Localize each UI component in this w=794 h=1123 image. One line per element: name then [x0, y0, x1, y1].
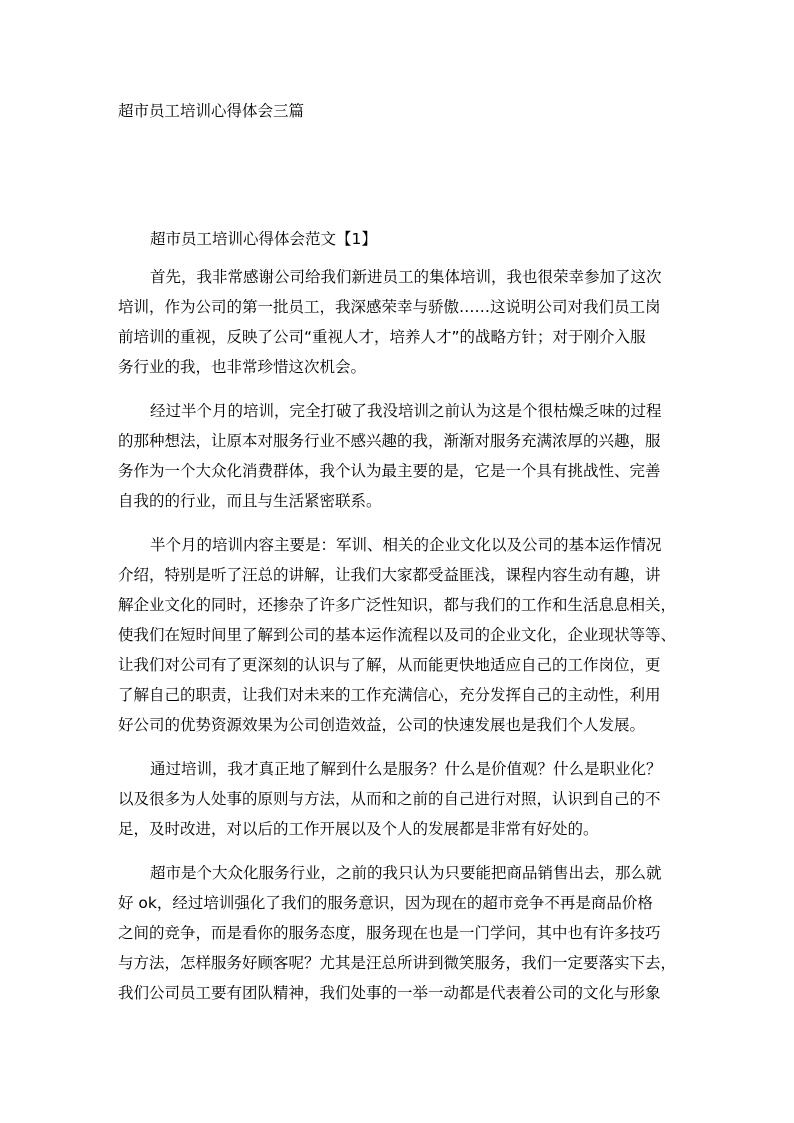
paragraph-line: 自我的的行业，而且与生活紧密联系。: [118, 492, 382, 510]
paragraph-line: 介绍，特别是听了汪总的讲解，让我们大家都受益匪浅，课程内容生动有趣，讲: [118, 566, 661, 584]
paragraph-line: 通过培训，我才真正地了解到什么是服务？什么是价值观？什么是职业化？: [150, 760, 662, 778]
paragraph-list: [118, 262, 678, 1008]
paragraph-line: 经过半个月的培训，完全打破了我没培训之前认为这是个很枯燥乏味的过程: [150, 402, 662, 420]
section-heading: 超市员工培训心得体会范文【1】: [150, 230, 377, 248]
paragraph-line: 的那种想法，让原本对服务行业不感兴趣的我，渐渐对服务充满浓厚的兴趣，服: [118, 432, 661, 450]
document-body: [118, 226, 678, 1022]
paragraph-line: 让我们对公司有了更深刻的认识与了解，从而能更快地适应自己的工作岗位，更: [118, 656, 661, 674]
paragraph-line: 与方法，怎样服务好顾客呢？尤其是汪总所讲到微笑服务，我们一定要落实下去，: [118, 954, 677, 972]
paragraph-line: 培训，作为公司的第一批员工，我深感荣幸与骄傲……这说明公司对我们员工岗: [118, 298, 661, 316]
body-paragraph: [118, 262, 678, 382]
paragraph-line: 半个月的培训内容主要是：军训、相关的企业文化以及公司的基本运作情况: [150, 536, 662, 554]
paragraph-line: 解企业文化的同时，还掺杂了许多广泛性知识，都与我们的工作和生活息息相关，: [118, 596, 677, 614]
paragraph-line: 务行业的我，也非常珍惜这次机会。: [118, 358, 367, 376]
paragraph-line: 足，及时改进，对以后的工作开展以及个人的发展都是非常有好处的。: [118, 820, 599, 838]
paragraph-line: 前培训的重视，反映了公司“重视人才，培养人才”的战略方针；对于刚介入服: [118, 328, 646, 346]
paragraph-line: 我们公司员工要有团队精神，我们处事的一举一动都是代表着公司的文化与形象: [118, 984, 661, 1002]
paragraph-line: 超市是个大众化服务行业，之前的我只认为只要能把商品销售出去，那么就: [150, 864, 662, 882]
body-paragraph: [118, 396, 678, 516]
body-paragraph: [118, 754, 678, 844]
paragraph-line: 好公司的优势资源效果为公司创造效益，公司的快速发展也是我们个人发展。: [118, 716, 646, 734]
document-title: 超市员工培训心得体会三篇: [118, 102, 305, 120]
paragraph-line: 以及很多为人处事的原则与方法，从而和之前的自己进行对照，认识到自己的不: [118, 790, 661, 808]
body-paragraph: [118, 858, 678, 1008]
paragraph-line: 好 ok，经过培训强化了我们的服务意识，因为现在的超市竞争不再是商品价格: [118, 894, 653, 912]
paragraph-line: 首先，我非常感谢公司给我们新进员工的集体培训，我也很荣幸参加了这次: [150, 268, 662, 286]
paragraph-line: 务作为一个大众化消费群体，我个认为最主要的是，它是一个具有挑战性、完善: [118, 462, 661, 480]
paragraph-line: 之间的竞争，而是看你的服务态度，服务现在也是一门学问，其中也有许多技巧: [118, 924, 661, 942]
paragraph-line: 了解自己的职责，让我们对未来的工作充满信心，充分发挥自己的主动性，利用: [118, 686, 661, 704]
body-paragraph: [118, 530, 678, 740]
paragraph-line: 使我们在短时间里了解到公司的基本运作流程以及司的企业文化，企业现状等等、: [118, 626, 677, 644]
